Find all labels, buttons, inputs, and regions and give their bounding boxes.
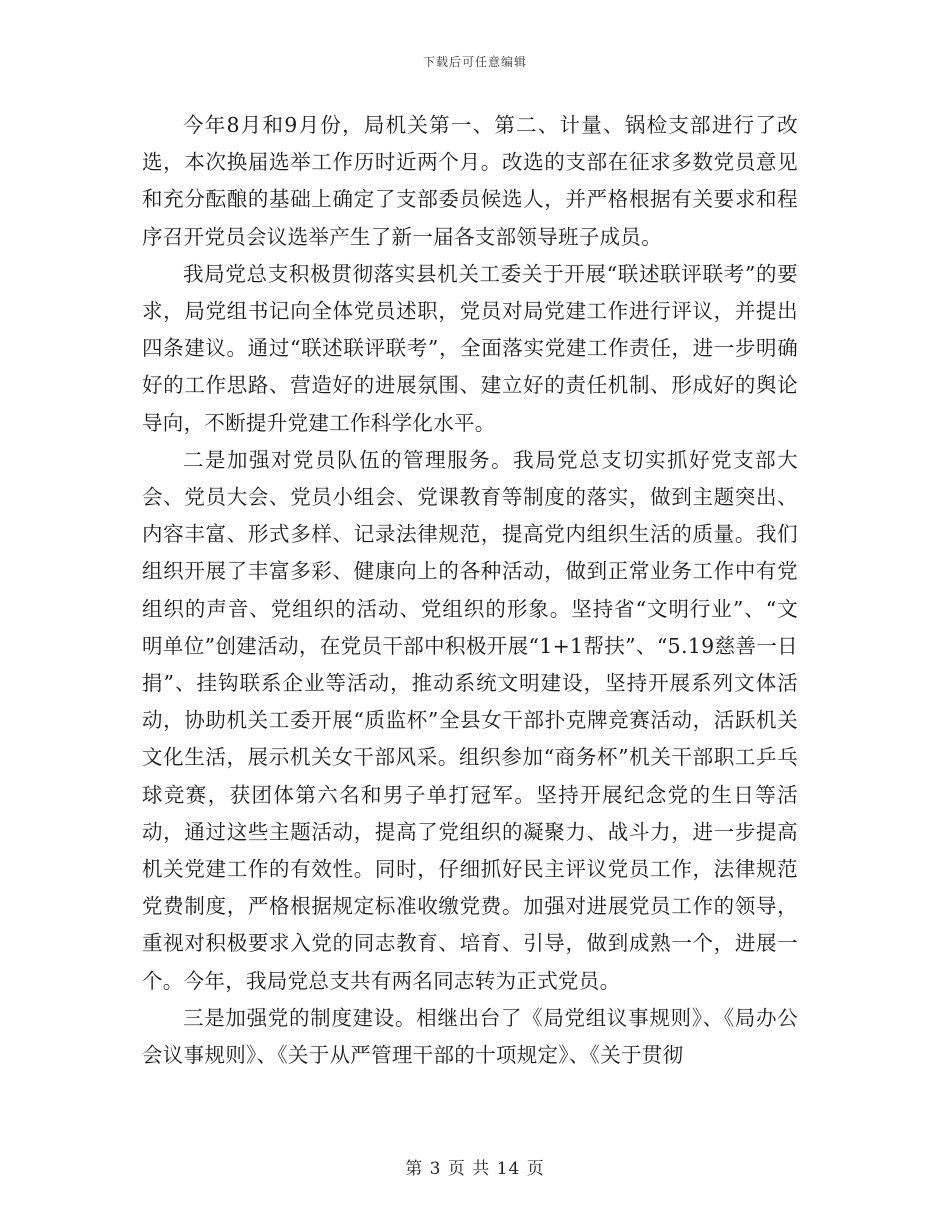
- page-number: 第 3 页 共 14 页: [405, 1159, 545, 1179]
- paragraph-4: 三是加强党的制度建设。相继出台了《局党组议事规则》、《局办公会议事规则》、《关于从严管理干部的十项规定》、《关于贯彻: [142, 1005, 798, 1068]
- paragraph-3: 二是加强对党员队伍的管理服务。我局党总支切实抓好党支部大会、党员大会、党员小组会、党课教育等制度的落实，做到主题突出、内容丰富、形式多样、记录法律规范，提高党内组织生活的质量。我们组织开展了丰富多彩、健康向上的各种活动，做到正常业务工作中有党组织的声音、党组织的活动、党组织的形象。坚持省“文明行业”、“文明单位”创建活动，在党员干部中积极开展“1+1帮扶”、“5.19慈善一日捐”、挂钩联系企业等活动，推动系统文明建设，坚持开展系列文体活动，协助机关工委开展“质监杯”全县女干部扑克牌竞赛活动，活跃机关文化生活，展示机关女干部风采。组织参加“商务杯”机关干部职工乒乓球竞赛，获团体第六名和男子单打冠军。坚持开展纪念党的生日等活动，通过这些主题活动，提高了党组织的凝聚力、战斗力，进一步提高机关党建工作的有效性。同时，仔细抓好民主评议党员工作，法律规范党费制度，严格根据规定标准收缴党费。加强对进展党员工作的领导，重视对积极要求入党的同志教育、培育、引导，做到成熟一个，进展一个。今年，我局党总支共有两名同志转为正式党员。: [142, 447, 798, 993]
- body-text: [142, 107, 798, 1074]
- paragraph-1: 今年8月和9月份，局机关第一、第二、计量、锅检支部进行了改选，本次换届选举工作历时近两个月。改选的支部在征求多数党员意见和充分酝酿的基础上确定了支部委员候选人，并严格根据有关要求和程序召开党员会议选举产生了新一届各支部领导班子成员。: [142, 113, 798, 249]
- header-note: 下载后可任意编辑: [422, 55, 527, 69]
- paragraph-2: 我局党总支积极贯彻落实县机关工委关于开展“联述联评联考”的要求，局党组书记向全体党员述职，党员对局党建工作进行评议，并提出四条建议。通过“联述联评联考”，全面落实党建工作责任，进一步明确好的工作思路、营造好的进展氛围、建立好的责任机制、形成好的舆论导向，不断提升党建工作科学化水平。: [142, 261, 798, 435]
